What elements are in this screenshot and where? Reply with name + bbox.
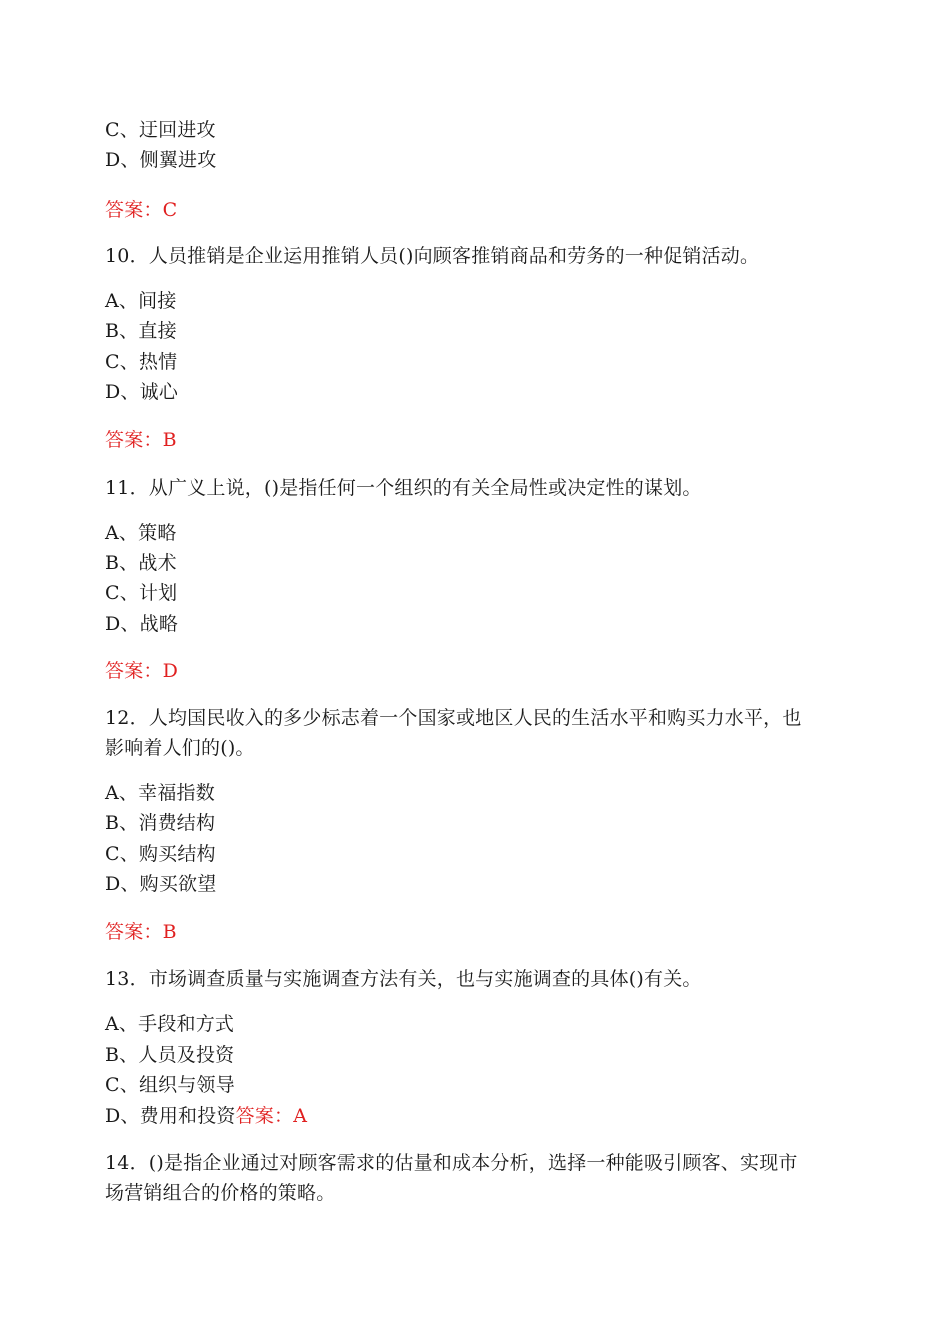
option-b: B、消费结构: [105, 812, 216, 834]
option-d: D、购买欲望: [105, 873, 217, 895]
option-d: D、诚心: [105, 381, 179, 403]
answer: 答案：C: [105, 199, 178, 221]
option-b: B、战术: [105, 552, 177, 574]
answer: 答案：A: [235, 1105, 308, 1127]
question-12-stem-line2: 影响着人们的()。: [105, 737, 255, 759]
question-14-stem-line1: 14．()是指企业通过对顾客需求的估量和成本分析，选择一种能吸引顾客、实现市: [105, 1152, 798, 1174]
option-b: B、人员及投资: [105, 1044, 235, 1066]
option-c: C、购买结构: [105, 843, 216, 865]
option-d: D、战略: [105, 613, 179, 635]
question-10-stem: 10．人员推销是企业运用推销人员()向顾客推销商品和劳务的一种促销活动。: [105, 245, 760, 267]
answer: 答案：D: [105, 660, 179, 682]
option-a: A、策略: [105, 522, 177, 544]
option-b: B、直接: [105, 320, 177, 342]
option-c: C、计划: [105, 582, 178, 604]
option-c: C、迂回进攻: [105, 119, 216, 141]
option-c: C、热情: [105, 351, 178, 373]
question-14-stem-line2: 场营销组合的价格的策略。: [105, 1182, 336, 1204]
question-11-stem: 11．从广义上说，()是指任何一个组织的有关全局性或决定性的谋划。: [105, 477, 702, 499]
option-a: A、幸福指数: [105, 782, 215, 804]
option-a: A、间接: [105, 290, 177, 312]
option-c: C、组织与领导: [105, 1074, 235, 1096]
question-12-stem-line1: 12．人均国民收入的多少标志着一个国家或地区人民的生活水平和购买力水平，也: [105, 707, 802, 729]
option-a: A、手段和方式: [105, 1013, 235, 1035]
option-d: D、费用和投资: [105, 1105, 236, 1127]
answer: 答案：B: [105, 921, 177, 943]
option-d: D、侧翼进攻: [105, 149, 217, 171]
option-d-with-answer: [105, 1101, 307, 1131]
answer: 答案：B: [105, 429, 177, 451]
question-13-stem: 13．市场调查质量与实施调查方法有关，也与实施调查的具体()有关。: [105, 968, 702, 990]
